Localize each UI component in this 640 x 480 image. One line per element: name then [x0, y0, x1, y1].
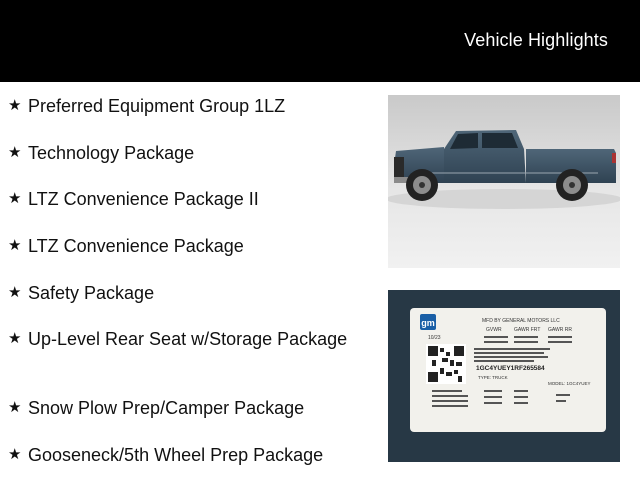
feature-label: Technology Package [28, 143, 195, 163]
vin-model: MODEL: 1GC4YUEY [548, 381, 591, 386]
vin-label-photo [388, 290, 620, 462]
star-icon: ★ [8, 330, 22, 347]
vin-col-gawr-frt: GAWR FRT [514, 327, 541, 333]
vin-manufacturer: MFD BY GENERAL MOTORS LLC [482, 318, 560, 324]
star-icon: ★ [8, 284, 22, 301]
feature-label: LTZ Convenience Package II [28, 189, 259, 209]
star-icon: ★ [8, 97, 22, 114]
vin-col-gawr-rr: GAWR RR [548, 327, 572, 333]
feature-label: Up-Level Rear Seat w/Storage Package [28, 329, 348, 349]
qr-code [426, 344, 466, 384]
star-icon: ★ [8, 144, 22, 161]
svg-text:gm: gm [421, 318, 435, 328]
star-icon: ★ [8, 399, 22, 416]
vin-type: TYPE: TRUCK [478, 375, 508, 380]
feature-label: LTZ Convenience Package [28, 236, 244, 256]
vin-number: 1GC4YUEY1RF265584 [476, 365, 545, 372]
vin-date: 10/23 [428, 335, 441, 341]
star-icon: ★ [8, 237, 22, 254]
feature-label: Gooseneck/5th Wheel Prep Package [28, 445, 324, 465]
star-icon: ★ [8, 190, 22, 207]
truck-photo [388, 95, 620, 268]
vin-col-gvwr: GVWR [486, 327, 502, 333]
star-icon: ★ [8, 446, 22, 463]
feature-label: Preferred Equipment Group 1LZ [28, 96, 286, 116]
page-title: Vehicle Highlights [464, 30, 608, 50]
feature-label: Snow Plow Prep/Camper Package [28, 398, 305, 418]
feature-label: Safety Package [28, 283, 155, 303]
